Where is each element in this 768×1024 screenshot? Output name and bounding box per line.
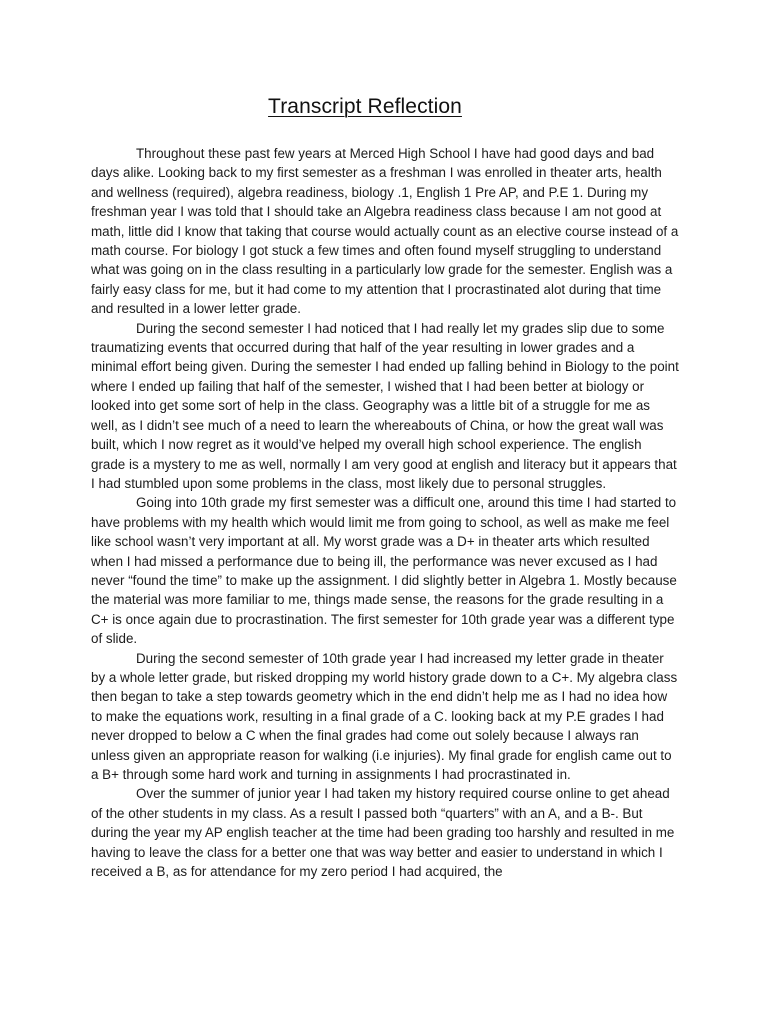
paragraph-3: Going into 10th grade my first semester was a difficult one, around this time I had started to have problems with my health which would limit me from going to school, as well as make me feel like school wasn’t very important at all. My worst grade was a D+ in theater arts which resulted when I had missed a performance due to being ill, the performance was never excused as I had never “found the time” to make up the assignment. I did slightly better in Algebra 1. Mostly because the material was more familiar to me, things made sense, the reasons for the grade resulting in a C+ is once again due to procrastination. The first semester for 10th grade year was a different type of slide. [91, 495, 677, 647]
paragraph-2: During the second semester I had noticed that I had really let my grades slip due to some traumatizing events that occurred during that half of the year resulting in lower grades and a minimal effort being given. During the semester I had ended up falling behind in Biology to the point where I ended up failing that half of the semester, I wished that I had been better at biology or looked into get some sort of help in the class. Geography was a little bit of a struggle for me as well, as I didn’t see much of a need to learn the whereabouts of China, or how the great wall was built, which I now regret as it would’ve helped my overall high school experience. The english grade is a mystery to me as well, normally I am very good at english and literacy but it appears that I had stumbled upon some problems in the class, most likely due to personal struggles. [91, 320, 679, 491]
document-body [91, 144, 679, 881]
paragraph-5: Over the summer of junior year I had taken my history required course online to get ahead of the other students in my class. As a result I passed both “quarters” with an A, and a B-. But during the year my AP english teacher at the time had been grading too harshly and resulted in me having to leave the class for a better one that was way better and easier to understand in which I received a B, as for attendance for my zero period I had acquired, the [91, 786, 675, 880]
paragraph-4: During the second semester of 10th grade year I had increased my letter grade in theater by a whole letter grade, but risked dropping my world history grade down to a C+. My algebra class then began to take a step towards geometry which in the end didn’t help me as I had no idea how to make the equations work, resulting in a final grade of a C. looking back at my P.E grades I had never dropped to below a C when the final grades had come out solely because I always ran unless given an appropriate reason for walking (i.e injuries). My final grade for english came out to a B+ through some hard work and turning in assignments I had procrastinated in. [91, 650, 678, 782]
paragraph-1: Throughout these past few years at Merced High School I have had good days and bad days alike. Looking back to my first semester as a freshman I was enrolled in theater arts, health and wellness (required), algebra readiness, biology .1, English 1 Pre AP, and P.E 1. During my freshman year I was told that I should take an Algebra readiness class because I am not good at math, little did I know that taking that course would actually count as an elective course instead of a math course. For biology I got stuck a few times and often found myself struggling to understand what was going on in the class resulting in a particularly low grade for the semester. English was a fairly easy class for me, but it had come to my attention that I procrastinated alot during that time and resulted in a lower letter grade. [91, 146, 679, 317]
document-title: Transcript Reflection [268, 95, 462, 118]
